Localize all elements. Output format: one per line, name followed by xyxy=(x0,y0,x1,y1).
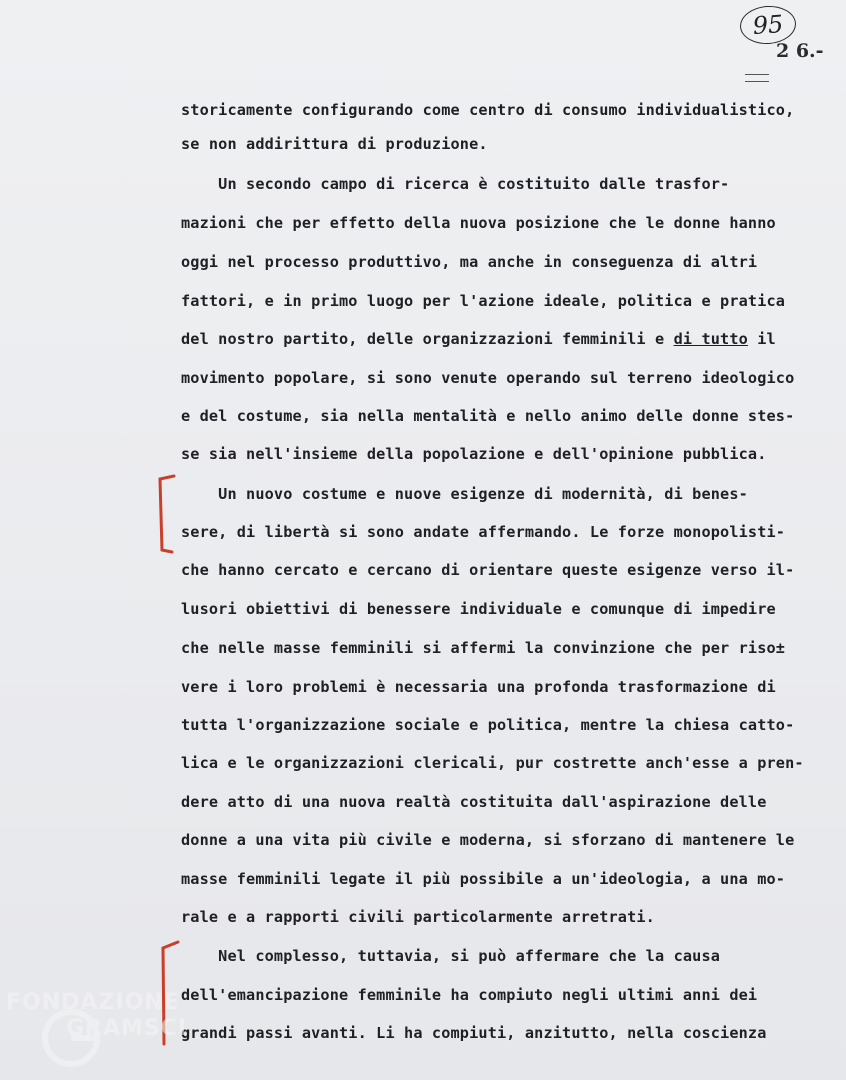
text-line: dell'emancipazione femminile ha compiuto negli ultimi anni dei xyxy=(181,986,758,1004)
text-line: masse femminili legate il più possibile a un'ideologia, a una mo- xyxy=(181,870,786,888)
text-line: Un nuovo costume e nuove esigenze di modernità, di benes- xyxy=(181,485,748,503)
text-line: grandi passi avanti. Li ha compiuti, anzitutto, nella coscienza xyxy=(181,1024,767,1042)
text-line: oggi nel processo produttivo, ma anche in conseguenza di altri xyxy=(181,253,758,271)
text-line: tutta l'organizzazione sociale e politica, mentre la chiesa catto- xyxy=(181,716,795,734)
text-line: sere, di libertà si sono andate affermando. Le forze monopolisti- xyxy=(181,523,786,541)
text-line: lusori obiettivi di benessere individuale e comunque di impedire xyxy=(181,600,776,618)
text-line-with-underline xyxy=(181,329,776,349)
text-line: fattori, e in primo luogo per l'azione ideale, politica e pratica xyxy=(181,292,786,310)
text-line-part: il xyxy=(747,330,776,348)
text-line: rale e a rapporti civili particolarmente arretrati. xyxy=(181,908,655,926)
text-line: mazioni che per effetto della nuova posizione che le donne hanno xyxy=(181,214,776,232)
underlined-words: di tutto xyxy=(673,330,748,348)
text-line: se non addirittura di produzione. xyxy=(181,135,488,153)
text-line: Un secondo campo di ricerca è costituito dalle trasfor- xyxy=(181,175,730,193)
red-margin-bracket xyxy=(148,470,182,560)
text-line: che nelle masse femminili si affermi la convinzione che per riso± xyxy=(181,639,786,657)
watermark-line-2: GRAMSCI xyxy=(66,1016,188,1041)
text-line: e del costume, sia nella mentalità e nello animo delle donne stes- xyxy=(181,407,795,425)
text-line: movimento popolare, si sono venute operando sul terreno ideologico xyxy=(181,369,795,387)
text-line: dere atto di una nuova realtà costituita dall'aspirazione delle xyxy=(181,793,767,811)
text-line: vere i loro problemi è necessaria una profonda trasformazione di xyxy=(181,678,776,696)
double-dash-mark xyxy=(745,74,769,82)
text-line: lica e le organizzazioni clericali, pur costrette anch'esse a pren- xyxy=(181,754,804,772)
text-line: donne a una vita più civile e moderna, si sforzano di mantenere le xyxy=(181,831,795,849)
text-line: che hanno cercato e cercano di orientare queste esigenze verso il- xyxy=(181,561,795,579)
text-line: storicamente configurando come centro di consumo individualistico, xyxy=(181,101,795,119)
text-line-part: del nostro partito, delle organizzazioni femminili e xyxy=(181,330,665,348)
archive-number-circled: 95 xyxy=(739,4,798,46)
watermark-line-1: FONDAZIONE xyxy=(6,990,180,1015)
text-line: se sia nell'insieme della popolazione e dell'opinione pubblica. xyxy=(181,445,767,463)
text-line: Nel complesso, tuttavia, si può affermare che la causa xyxy=(181,947,721,965)
fondazione-gramsci-watermark xyxy=(6,990,196,1070)
page-number: 2 6.- xyxy=(776,40,824,62)
